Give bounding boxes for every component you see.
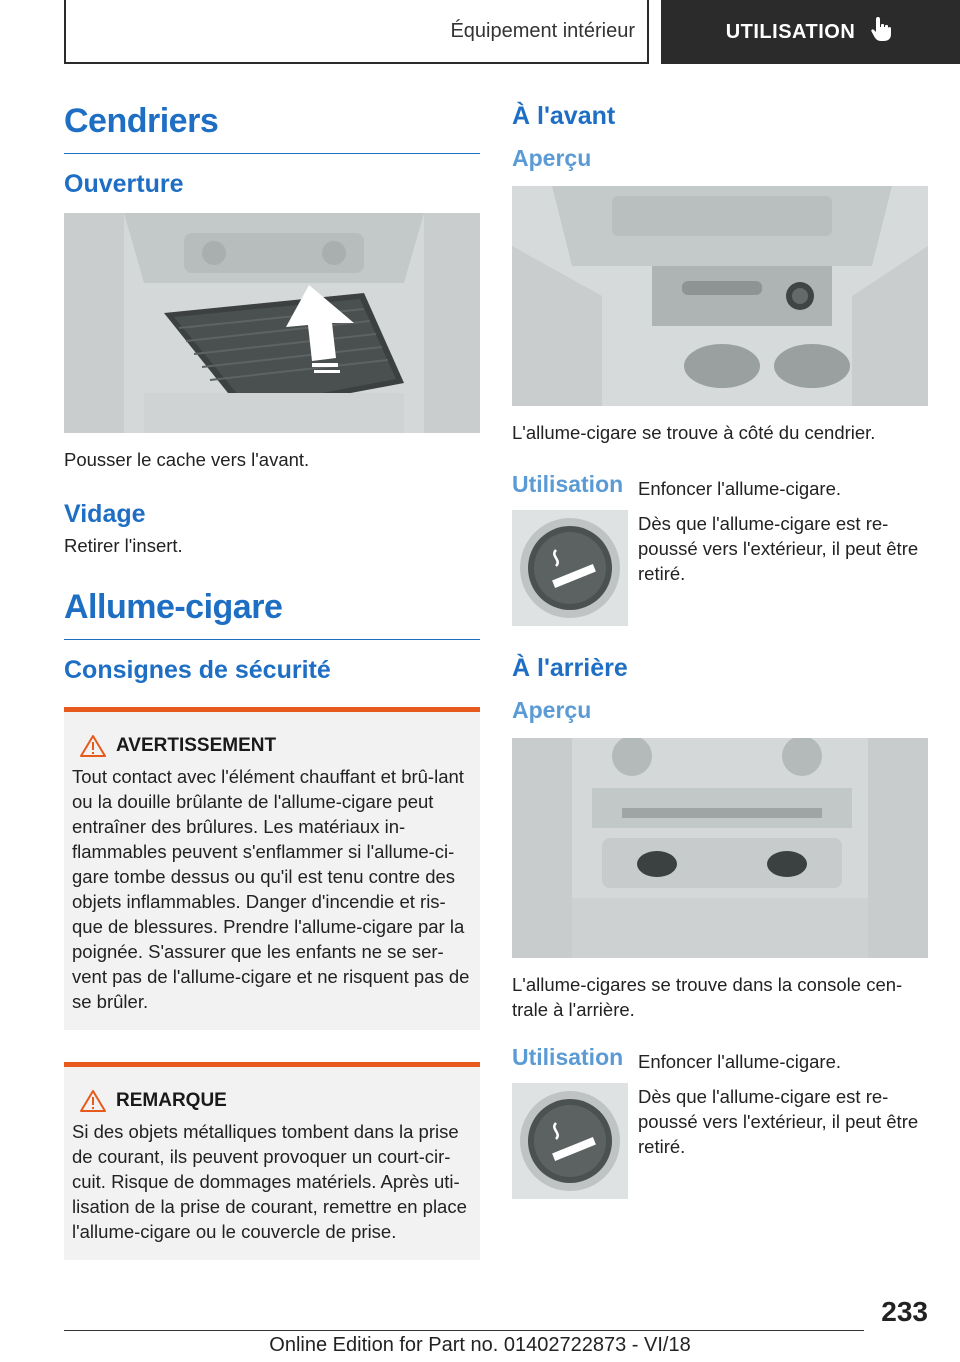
page-number: 233 [881, 1296, 928, 1327]
use-text-rear [638, 1049, 928, 1199]
header-section-label: Équipement intérieur [450, 19, 635, 42]
heading-apercu-arriere: Aperçu [512, 697, 592, 723]
text-vidage: Retirer l'insert. [64, 535, 183, 556]
heading-avant: À l'avant [512, 102, 616, 130]
heading-utilisation-arriere: Utilisation [512, 1044, 624, 1070]
use-front-step1: Enfoncer l'allume-cigare. [638, 478, 842, 499]
left-column [64, 90, 480, 1260]
footer-edition: Online Edition for Part no. 01402722873 - VI/18 [269, 1334, 691, 1356]
front-console-image [512, 186, 928, 406]
heading-utilisation-avant: Utilisation [512, 471, 624, 497]
allume-rule [64, 639, 480, 640]
use-front-step2: Dès que l'allume-cigare est re-poussé vers l'extérieur, il peut être retiré. [638, 513, 919, 584]
right-column [512, 90, 928, 1199]
note-label: REMARQUE [116, 1090, 227, 1111]
note-title [80, 1089, 472, 1113]
ashtray-image [64, 213, 480, 433]
heading-consignes: Consignes de sécurité [64, 656, 331, 684]
use-rear-step2: Dès que l'allume-cigare est re-poussé vers l'extérieur, il peut être retiré. [638, 1086, 919, 1157]
heading-ouverture: Ouverture [64, 170, 184, 198]
warning-label: AVERTISSEMENT [116, 735, 277, 756]
heading-vidage: Vidage [64, 500, 146, 528]
caption-arriere: L'allume-cigares se trouve dans la console cen-trale à l'arrière. [512, 974, 903, 1020]
heading-apercu-avant: Aperçu [512, 145, 592, 171]
title-cendriers: Cendriers [64, 102, 219, 140]
caption-avant: L'allume-cigare se trouve à côté du cendrier. [512, 422, 876, 443]
warning-text: Tout contact avec l'élément chauffant et brû-lant ou la douille brûlante de l'allume-cigare peut entraîner des brûlures. Les matériaux in-flammables peuvent s'enflammer si l'allume-ci-gare tombe dessus ou qu'il est tenu contre des objets inflammables. Danger d'incendie et ris-que de blessures. Prendre l'allume-cigare par la poignée. S'assurer que les enfants ne se ser-vent pas de l'allume-cigare et ne risquent pas de se brûler. [72, 766, 470, 1012]
title-allume-cigare: Allume-cigare [64, 588, 283, 626]
footer-rule [64, 1330, 864, 1331]
note-box [64, 1062, 480, 1260]
caption-ouverture: Pousser le cache vers l'avant. [64, 449, 310, 470]
use-rear-step1: Enfoncer l'allume-cigare. [638, 1051, 842, 1072]
warning-box [64, 707, 480, 1030]
warning-triangle-icon [80, 1089, 106, 1113]
header-chapter-tab [661, 0, 960, 64]
note-text: Si des objets métalliques tombent dans la prise de courant, ils peuvent provoquer un court-cir-cuit. Risque de dommages matériels. Après uti-lisation de la prise de courant, remettre en place l'allume-cigare ou le couvercle de prise. [72, 1121, 467, 1242]
heading-arriere: À l'arrière [512, 654, 628, 682]
cigarette-lighter-icon [512, 510, 628, 626]
use-text-front [638, 476, 928, 626]
rear-console-image [512, 738, 928, 958]
warning-title [80, 734, 472, 758]
title-rule [64, 153, 480, 154]
warning-triangle-icon [80, 734, 106, 758]
header-section-tab [64, 0, 649, 64]
cigarette-lighter-icon [512, 1083, 628, 1199]
header-chapter-label: UTILISATION [725, 20, 856, 43]
pointing-hand-icon [869, 15, 895, 49]
